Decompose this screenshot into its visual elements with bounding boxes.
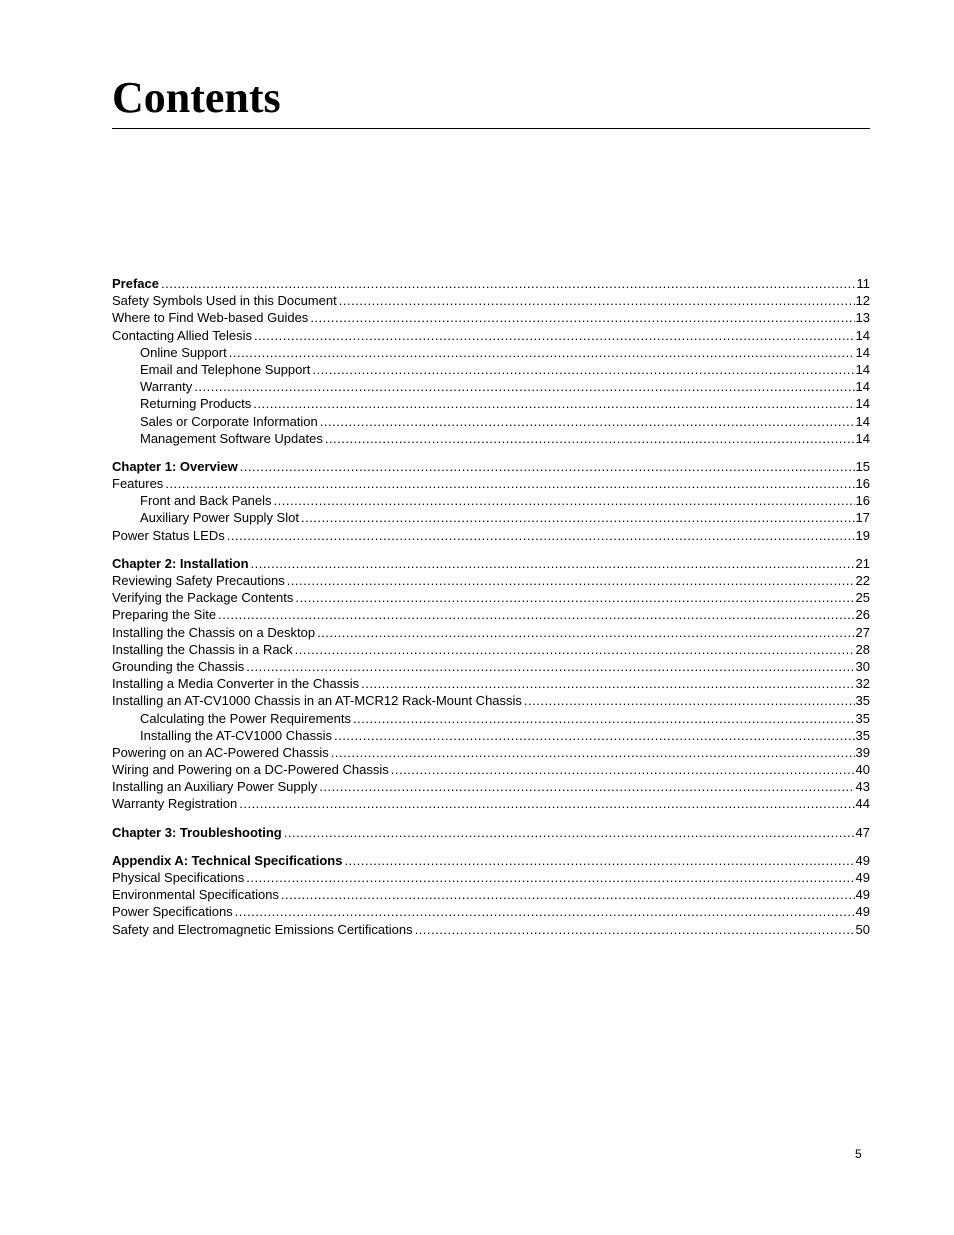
toc-entry-label: Reviewing Safety Precautions <box>112 573 285 588</box>
toc-entry[interactable] <box>112 344 870 361</box>
toc-entry[interactable] <box>112 527 870 544</box>
toc-dot-leader <box>317 624 854 641</box>
toc-dot-leader <box>415 921 855 938</box>
toc-entry[interactable] <box>112 327 870 344</box>
toc-entry-page: 39 <box>855 744 870 760</box>
toc-entry-label: Grounding the Chassis <box>112 658 245 674</box>
toc-entry-label: Installing the Chassis on a Desktop <box>112 624 316 640</box>
toc-entry-page: 19 <box>855 527 870 543</box>
toc-group <box>112 458 870 544</box>
toc-entry[interactable] <box>112 606 870 623</box>
toc-entry[interactable] <box>112 778 870 795</box>
toc-entry-page: 17 <box>855 510 870 526</box>
toc-entry-page: 27 <box>855 624 870 640</box>
toc-entry-label: Calculating the Power Requirements <box>140 710 351 726</box>
toc-entry-page: 16 <box>855 476 870 492</box>
toc-entry[interactable] <box>112 795 870 812</box>
toc-dot-leader <box>524 692 855 709</box>
toc-entry[interactable] <box>112 624 870 641</box>
toc-entry-page: 49 <box>855 887 870 903</box>
toc-entry-page: 28 <box>855 641 870 657</box>
toc-entry-label: Returning Products <box>140 396 252 412</box>
toc-entry-label: Power Specifications <box>112 904 233 920</box>
toc-entry-label: Appendix A: Technical Specifications <box>112 852 343 868</box>
toc-entry[interactable] <box>112 555 870 572</box>
toc-entry[interactable] <box>112 744 870 761</box>
toc-dot-leader <box>218 606 854 623</box>
toc-dot-leader <box>240 458 855 475</box>
toc-entry[interactable] <box>112 378 870 395</box>
toc-entry[interactable] <box>112 675 870 692</box>
toc-dot-leader <box>312 361 854 378</box>
toc-dot-leader <box>319 778 854 795</box>
toc-entry-label: Chapter 1: Overview <box>112 458 238 474</box>
toc-dot-leader <box>284 824 855 841</box>
toc-entry-page: 49 <box>855 852 870 868</box>
toc-dot-leader <box>246 658 854 675</box>
toc-entry-page: 49 <box>855 870 870 885</box>
toc-dot-leader <box>320 413 855 430</box>
toc-entry-page: 15 <box>855 458 870 474</box>
toc-entry-page: 14 <box>855 413 870 429</box>
toc-entry-label: Sales or Corporate Information <box>140 413 318 429</box>
toc-entry-label: Wiring and Powering on a DC-Powered Chassis <box>112 762 389 778</box>
toc-entry-label: Contacting Allied Telesis <box>112 327 252 343</box>
title-divider <box>112 128 870 129</box>
toc-entry-label: Safety and Electromagnetic Emissions Certifications <box>112 921 413 937</box>
toc-entry-label: Chapter 3: Troubleshooting <box>112 824 282 840</box>
toc-entry-label: Management Software Updates <box>140 430 323 446</box>
toc-entry-page: 40 <box>855 762 870 778</box>
toc-dot-leader <box>239 795 854 812</box>
toc-entry-page: 35 <box>855 693 870 709</box>
toc-dot-leader <box>281 886 855 903</box>
toc-entry[interactable] <box>112 292 870 309</box>
toc-entry-label: Powering on an AC-Powered Chassis <box>112 744 329 760</box>
toc-entry-page: 25 <box>855 590 870 606</box>
toc-dot-leader <box>325 430 855 447</box>
toc-entry-page: 14 <box>855 361 870 377</box>
toc-entry-page: 14 <box>855 430 870 446</box>
toc-entry-page: 11 <box>856 276 870 291</box>
toc-entry-label: Safety Symbols Used in this Document <box>112 293 337 309</box>
toc-entry[interactable] <box>112 886 870 903</box>
toc-entry-label: Installing an AT-CV1000 Chassis in an AT-MCR12 Rack-Mount Chassis <box>112 693 522 709</box>
toc-entry-page: 44 <box>855 796 870 812</box>
toc-entry-page: 12 <box>855 293 870 309</box>
toc-entry-label: Power Status LEDs <box>112 527 225 543</box>
toc-entry[interactable] <box>112 869 870 886</box>
toc-entry-label: Preface <box>112 276 159 291</box>
toc-dot-leader <box>246 869 854 886</box>
toc-dot-leader <box>287 572 855 589</box>
toc-entry-page: 14 <box>855 396 870 412</box>
toc-entry-label: Installing the AT-CV1000 Chassis <box>140 727 332 743</box>
toc-entry[interactable] <box>112 309 870 326</box>
toc-entry-label: Installing the Chassis in a Rack <box>112 641 293 657</box>
toc-entry[interactable] <box>112 572 870 589</box>
toc-entry[interactable] <box>112 824 870 841</box>
toc-group <box>112 555 870 813</box>
toc-entry-page: 43 <box>855 779 870 795</box>
toc-entry-page: 32 <box>855 676 870 692</box>
toc-entry-page: 30 <box>855 658 870 674</box>
toc-entry[interactable] <box>112 275 870 292</box>
toc-entry-label: Installing a Media Converter in the Chassis <box>112 676 360 692</box>
toc-entry[interactable] <box>112 395 870 412</box>
toc-dot-leader <box>334 727 855 744</box>
toc-entry-page: 14 <box>855 344 870 360</box>
toc-dot-leader <box>301 509 855 526</box>
toc-entry[interactable] <box>112 852 870 869</box>
toc-dot-leader <box>274 492 855 509</box>
toc-entry-label: Warranty <box>140 379 193 395</box>
toc-entry-page: 14 <box>855 327 870 343</box>
toc-group <box>112 852 870 938</box>
toc-entry-label: Front and Back Panels <box>140 493 272 509</box>
toc-group <box>112 275 870 447</box>
toc-dot-leader <box>235 903 855 920</box>
toc-entry[interactable] <box>112 761 870 778</box>
toc-entry[interactable] <box>112 727 870 744</box>
toc-dot-leader <box>165 475 854 492</box>
toc-entry-label: Physical Specifications <box>112 870 245 885</box>
toc-entry-label: Warranty Registration <box>112 796 238 812</box>
toc-dot-leader <box>361 675 854 692</box>
toc-dot-leader <box>353 710 855 727</box>
toc-dot-leader <box>344 852 854 869</box>
toc-dot-leader <box>254 327 855 344</box>
toc-dot-leader <box>253 395 854 412</box>
toc-entry-page: 16 <box>855 493 870 509</box>
toc-entry[interactable] <box>112 413 870 430</box>
toc-dot-leader <box>251 555 855 572</box>
toc-dot-leader <box>161 275 856 292</box>
toc-entry-page: 47 <box>855 824 870 840</box>
toc-entry[interactable] <box>112 641 870 658</box>
toc-dot-leader <box>295 589 854 606</box>
toc-entry-label: Verifying the Package Contents <box>112 590 294 606</box>
toc-entry[interactable] <box>112 710 870 727</box>
toc-dot-leader <box>295 641 855 658</box>
toc-entry-label: Environmental Specifications <box>112 887 279 903</box>
toc-entry[interactable] <box>112 509 870 526</box>
toc-entry-page: 26 <box>855 607 870 623</box>
toc-entry[interactable] <box>112 458 870 475</box>
toc-entry[interactable] <box>112 658 870 675</box>
toc-entry-label: Online Support <box>140 344 227 360</box>
toc-dot-leader <box>194 378 854 395</box>
toc-dot-leader <box>310 309 854 326</box>
toc-entry-label: Installing an Auxiliary Power Supply <box>112 779 318 795</box>
table-of-contents <box>112 275 870 949</box>
toc-dot-leader <box>229 344 855 361</box>
toc-entry-page: 50 <box>855 921 870 937</box>
toc-entry[interactable] <box>112 903 870 920</box>
toc-entry[interactable] <box>112 475 870 492</box>
toc-entry-page: 13 <box>855 310 870 326</box>
toc-entry-page: 35 <box>855 710 870 726</box>
toc-entry-page: 14 <box>855 379 870 395</box>
toc-entry-page: 35 <box>855 727 870 743</box>
toc-dot-leader <box>227 527 855 544</box>
toc-entry-page: 49 <box>855 904 870 920</box>
toc-entry[interactable] <box>112 921 870 938</box>
toc-entry-label: Chapter 2: Installation <box>112 555 249 571</box>
page-number: 5 <box>855 1147 862 1161</box>
toc-entry-label: Where to Find Web-based Guides <box>112 310 309 326</box>
toc-entry-page: 22 <box>855 573 870 588</box>
toc-entry[interactable] <box>112 430 870 447</box>
toc-entry-label: Auxiliary Power Supply Slot <box>140 510 299 526</box>
toc-group <box>112 824 870 841</box>
toc-dot-leader <box>331 744 855 761</box>
toc-entry-page: 21 <box>855 555 870 571</box>
toc-entry[interactable] <box>112 589 870 606</box>
toc-dot-leader <box>391 761 855 778</box>
toc-entry[interactable] <box>112 692 870 709</box>
page-title: Contents <box>112 73 281 122</box>
toc-entry[interactable] <box>112 361 870 378</box>
toc-entry-label: Email and Telephone Support <box>140 361 311 377</box>
toc-entry-label: Preparing the Site <box>112 607 217 623</box>
toc-entry[interactable] <box>112 492 870 509</box>
toc-dot-leader <box>339 292 855 309</box>
toc-entry-label: Features <box>112 476 164 492</box>
